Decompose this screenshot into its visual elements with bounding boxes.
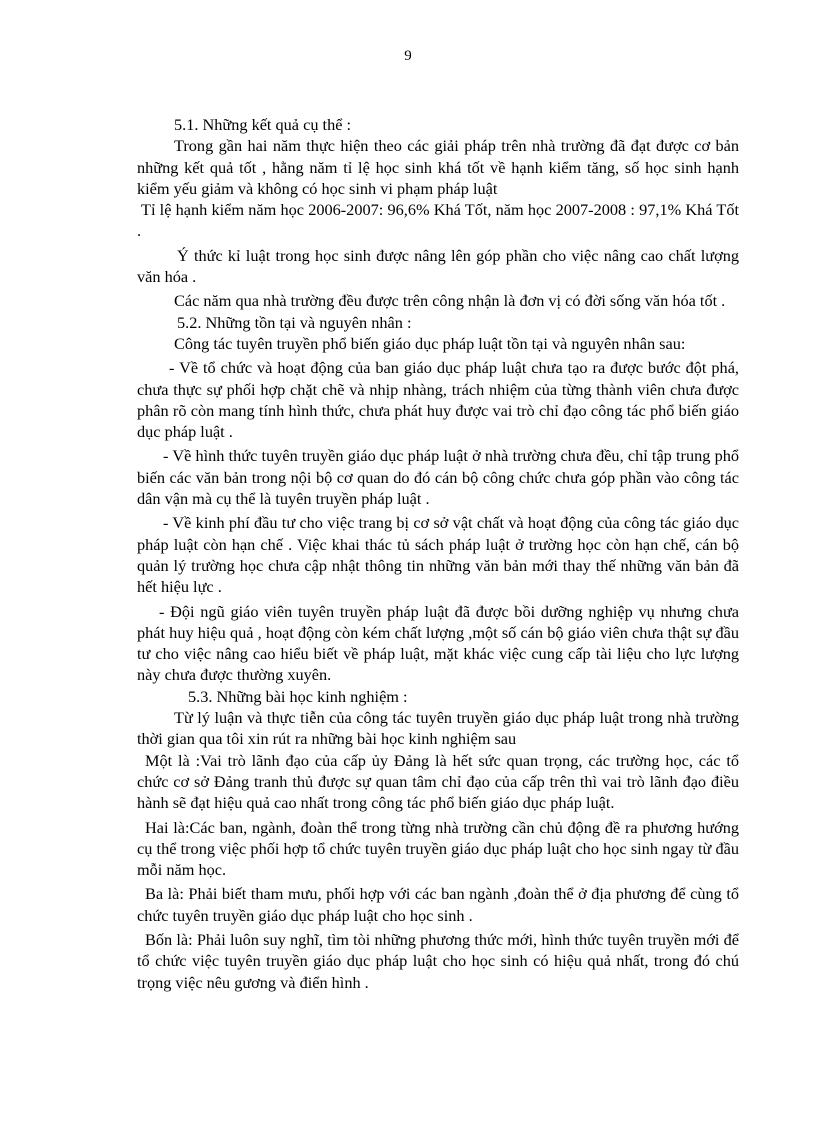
paragraph-lessons-intro: Từ lý luận và thực tiễn của công tác tuyên truyền giáo dục pháp luật trong nhà trường thời gian qua tôi xin rút ra những bài học kinh nghiệm sau — [137, 708, 739, 749]
lesson-two: Hai là:Các ban, ngành, đoàn thể trong từng nhà trường cần chủ động đề ra phương hướng cụ thể trong việc phối hợp tổ chức tuyên truyền giáo dục pháp luật cho học sinh ngay từ đầu mỗi năm học. — [137, 817, 739, 880]
page-number: 9 — [404, 48, 412, 64]
section-heading-5-1: 5.1. Những kết quả cụ thể : — [174, 115, 352, 134]
lesson-three: Ba là: Phải biết tham mưu, phối hợp với các ban ngành ,đoàn thể ở địa phương để cùng tổ chức tuyên truyền giáo dục pháp luật cho học sinh . — [137, 884, 739, 925]
issue-funding: - Về kinh phí đầu tư cho việc trang bị cơ sở vật chất và hoạt động của công tác giáo dục pháp luật còn hạn chế . Việc khai thác tủ sách pháp luật ở trường học còn hạn chế, cán bộ quản lý trường học chưa cập nhật thông tin những văn bản mới thay thế những văn bản đã hết hiệu lực . — [137, 513, 739, 597]
paragraph-conduct-rate: Tỉ lệ hạnh kiểm năm học 2006-2007: 96,6% Khá Tốt, năm học 2007-2008 : 97,1% Khá Tốt . — [137, 200, 739, 241]
issue-format: - Về hình thức tuyên truyền giáo dục pháp luật ở nhà trường chưa đều, chỉ tập trung phổ biến các văn bản trong nội bộ cơ quan do đó cán bộ công chức chưa góp phần vào công tác dân vận mà cụ thể là tuyên truyền pháp luật . — [137, 446, 739, 509]
section-heading-5-2: 5.2. Những tồn tại và nguyên nhân : — [177, 312, 412, 332]
paragraph-culture: Các năm qua nhà trường đều được trên công nhận là đơn vị có đời sống văn hóa tốt . — [174, 291, 726, 311]
paragraph-discipline: Ý thức kỉ luật trong học sinh được nâng lên góp phần cho việc nâng cao chất lượng văn hóa . — [137, 245, 739, 287]
paragraph-results: Trong gần hai năm thực hiện theo các giải pháp trên nhà trường đã đạt được cơ bản những kết quả tốt , hằng năm tỉ lệ học sinh khá tốt về hạnh kiểm tăng, số học sinh hạnh kiểm yếu giảm và không có học sinh vi phạm pháp luật — [137, 136, 739, 198]
issue-staff: - Đội ngũ giáo viên tuyên truyền pháp luật đã được bồi dưỡng nghiệp vụ nhưng chưa phát huy hiệu quả , hoạt động còn kém chất lượng ,một số cán bộ giáo viên chưa thật sự đầu tư cho việc nâng cao hiểu biết về pháp luật, mặt khác việc cung cấp tài liệu cho lực lượng này chưa được thường xuyên. — [137, 601, 739, 685]
issue-organization: - Về tổ chức và hoạt động của ban giáo dục pháp luật chưa tạo ra được bước đột phá, chưa thực sự phối hợp chặt chẽ và nhịp nhàng, trách nhiệm của từng thành viên chưa được phân rõ còn mang tính hình thức, chưa phát huy được vai trò chỉ đạo công tác phổ biến giáo dục pháp luật . — [137, 358, 739, 442]
lesson-four: Bốn là: Phải luôn suy nghĩ, tìm tòi những phương thức mới, hình thức tuyên truyền mới để tổ chức việc tuyên truyền giáo dục pháp luật cho học sinh có hiệu quả nhất, trong đó chú trọng việc nêu gương và điển hình . — [137, 929, 739, 992]
document-body — [137, 114, 739, 993]
section-heading-5-3: 5.3. Những bài học kinh nghiệm : — [188, 686, 408, 706]
paragraph-issues-intro: Công tác tuyên truyền phổ biến giáo dục pháp luật tồn tại và nguyên nhân sau: — [174, 333, 686, 353]
lesson-one: Một là :Vai trò lãnh đạo của cấp ủy Đảng là hết sức quan trọng, các trường học, các tổ chức cơ sở Đảng tranh thủ được sự quan tâm chỉ đạo của cấp trên thì vai trò lãnh đạo điều hành sẽ đạt hiệu quả cao nhất trong công tác phổ biến giáo dục pháp luật. — [137, 750, 739, 813]
